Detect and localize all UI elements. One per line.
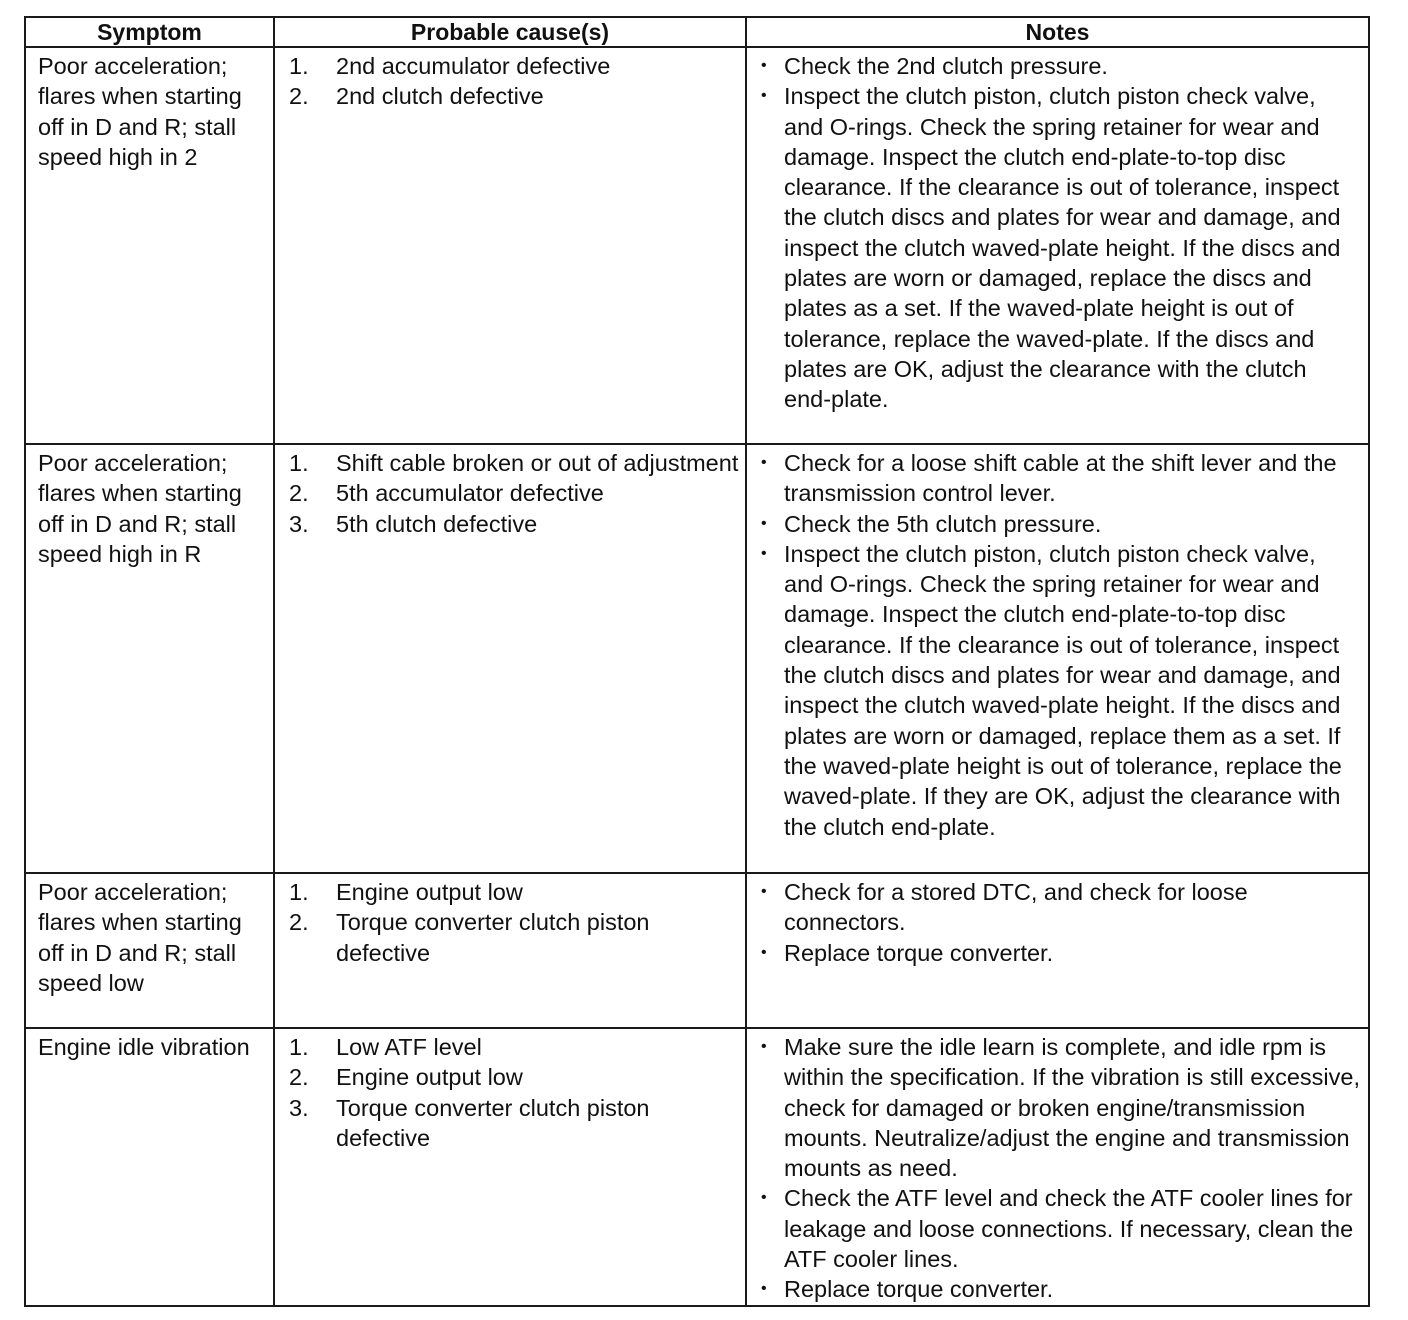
note-text: Check for a stored DTC, and check for loose connectors.: [784, 879, 1248, 936]
cause-number: 2.: [289, 909, 309, 936]
cause-number: 1.: [289, 1034, 309, 1060]
note-item: [761, 81, 1360, 414]
table-row: [25, 1028, 1369, 1306]
cause-item: [289, 509, 739, 539]
bullet-icon: •: [761, 514, 767, 532]
cause-text: 5th accumulator defective: [336, 480, 604, 507]
bullet-icon: •: [761, 57, 767, 74]
cause-number: 1.: [289, 879, 309, 905]
cause-number: 2.: [289, 83, 309, 110]
cause-text: Low ATF level: [336, 1034, 482, 1060]
cause-text: 2nd clutch defective: [336, 83, 544, 110]
cause-number: 3.: [289, 1094, 309, 1121]
note-text: Make sure the idle learn is complete, and idle rpm is within the specification. If the vibration is still excessive, check for damaged or broken engine/transmission mounts. Neutralize/adjust the engine and transmission mounts as need.: [784, 1034, 1361, 1182]
table-row: [25, 47, 1369, 444]
troubleshooting-table-container: [24, 16, 1368, 1307]
cause-item: [289, 51, 739, 81]
note-item: [761, 938, 1360, 968]
bullet-icon: •: [761, 883, 767, 900]
cause-text: Engine output low: [336, 1064, 523, 1091]
notes-cell: [746, 873, 1369, 1028]
note-text: Inspect the clutch piston, clutch piston check valve, and O-rings. Check the spring retainer for wear and damage. Inspect the clutch end-plate-to-top disc clearance. If the clearance is out of tolerance, inspect the clutch discs and plates for wear and damage, and inspect the clutch waved-plate height. If the discs and plates are worn or damaged, replace the discs and plates as a set. If the waved-plate height is out of tolerance, replace the waved-plate. If the discs and plates are OK, adjust the clearance with the clutch end-plate.: [784, 83, 1341, 413]
note-text: Check for a loose shift cable at the shift lever and the transmission control lever.: [784, 450, 1337, 507]
cause-number: 1.: [289, 450, 309, 476]
bullet-icon: •: [761, 1038, 767, 1055]
cause-item: [289, 907, 739, 968]
header-probable-cause: Probable cause(s): [274, 17, 746, 47]
cause-number: 1.: [289, 53, 309, 79]
bullet-icon: •: [761, 87, 767, 105]
header-row: [25, 17, 1369, 47]
note-text: Check the 5th clutch pressure.: [784, 510, 1102, 537]
bullet-icon: •: [761, 943, 767, 961]
note-item: [761, 509, 1360, 539]
cause-cell: [274, 47, 746, 444]
symptom-cell: Engine idle vibration: [25, 1028, 274, 1306]
cause-number: 3.: [289, 510, 309, 537]
header-symptom: Symptom: [25, 17, 274, 47]
cause-item: [289, 877, 739, 907]
cause-number: 2.: [289, 1064, 309, 1091]
bullet-icon: •: [761, 1280, 767, 1298]
note-item: [761, 1032, 1360, 1183]
note-item: [761, 539, 1360, 842]
bullet-icon: •: [761, 454, 767, 471]
note-item: [761, 1183, 1360, 1274]
cause-item: [289, 1093, 739, 1154]
cause-text: 5th clutch defective: [336, 510, 538, 537]
bullet-icon: •: [761, 1189, 767, 1207]
symptom-cell: Poor acceleration; flares when starting off in D and R; stall speed low: [25, 873, 274, 1028]
note-text: Check the 2nd clutch pressure.: [784, 53, 1108, 79]
notes-cell: [746, 444, 1369, 873]
cause-cell: [274, 1028, 746, 1306]
table-row: [25, 444, 1369, 873]
troubleshooting-table: [24, 16, 1370, 1307]
note-item: [761, 877, 1360, 938]
note-text: Check the ATF level and check the ATF cooler lines for leakage and loose connections. If necessary, clean the ATF cooler lines.: [784, 1185, 1354, 1273]
note-text: Inspect the clutch piston, clutch piston check valve, and O-rings. Check the spring retainer for wear and damage. Inspect the clutch end-plate-to-top disc clearance. If the clearance is out of tolerance, inspect the clutch discs and plates for wear and damage, and inspect the clutch waved-plate height. If the discs and plates are worn or damaged, replace them as a set. If the waved-plate height is out of tolerance, replace the waved-plate. If they are OK, adjust the clearance with the clutch end-plate.: [784, 540, 1342, 840]
note-item: [761, 51, 1360, 81]
note-text: Replace torque converter.: [784, 939, 1054, 966]
bullet-icon: •: [761, 544, 767, 562]
cause-text: Engine output low: [336, 879, 523, 905]
cause-text: Shift cable broken or out of adjustment: [336, 450, 739, 476]
note-item: [761, 1274, 1360, 1304]
cause-item: [289, 478, 739, 508]
cause-text: Torque converter clutch piston defective: [336, 1094, 650, 1151]
notes-cell: [746, 47, 1369, 444]
note-text: Replace torque converter.: [784, 1276, 1054, 1303]
cause-item: [289, 1032, 739, 1062]
cause-number: 2.: [289, 480, 309, 507]
cause-text: Torque converter clutch piston defective: [336, 909, 650, 966]
cause-cell: [274, 873, 746, 1028]
notes-cell: [746, 1028, 1369, 1306]
symptom-cell: Poor acceleration; flares when starting off in D and R; stall speed high in 2: [25, 47, 274, 444]
header-notes: Notes: [746, 17, 1369, 47]
cause-cell: [274, 444, 746, 873]
cause-item: [289, 81, 739, 111]
cause-text: 2nd accumulator defective: [336, 53, 611, 79]
cause-item: [289, 448, 739, 478]
table-row: [25, 873, 1369, 1028]
symptom-cell: Poor acceleration; flares when starting off in D and R; stall speed high in R: [25, 444, 274, 873]
note-item: [761, 448, 1360, 509]
cause-item: [289, 1062, 739, 1092]
